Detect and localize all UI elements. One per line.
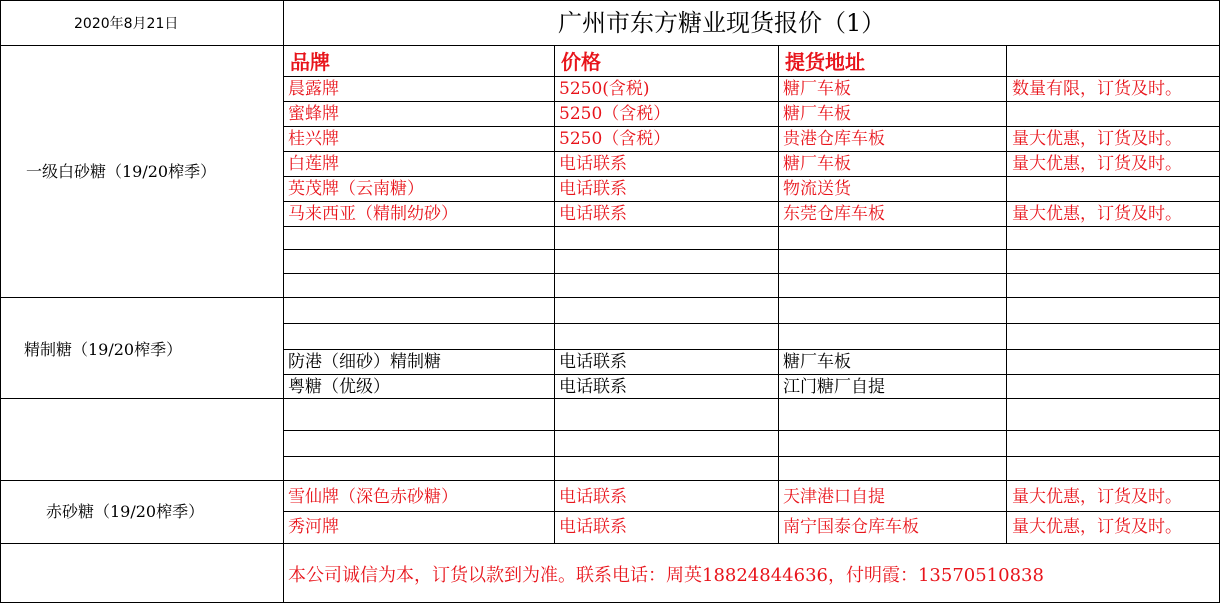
note-cell: 量大优惠，订货及时。: [1012, 129, 1182, 149]
brand-cell: 秀河牌: [288, 517, 339, 537]
brand-cell: 白莲牌: [288, 154, 339, 174]
price-cell: 电话联系: [559, 154, 627, 174]
pickup-cell: 糖厂车板: [783, 79, 851, 99]
grid-line: [284, 349, 1220, 350]
pickup-cell: 江门糖厂自提: [783, 377, 885, 397]
note-cell: 量大优惠，订货及时。: [1012, 487, 1182, 507]
price-cell: 电话联系: [559, 204, 627, 224]
grid-line: [284, 323, 1220, 324]
grid-line: [284, 430, 1220, 431]
grid-line: [284, 176, 1220, 177]
price-cell: 电话联系: [559, 517, 627, 537]
note-cell: 量大优惠，订货及时。: [1012, 204, 1182, 224]
brand-cell: 蜜蜂牌: [288, 104, 339, 124]
grid-line: [0, 0, 1, 603]
grid-line: [0, 543, 1220, 544]
pickup-cell: 天津港口自提: [783, 487, 885, 507]
category-brown-sugar: 赤砂糖（19/20榨季）: [46, 502, 205, 521]
column-header-pickup: 提货地址: [785, 50, 865, 74]
grid-line: [778, 46, 779, 543]
grid-line: [284, 76, 1220, 77]
grid-line: [284, 151, 1220, 152]
grid-line: [284, 273, 1220, 274]
price-cell: 电话联系: [559, 179, 627, 199]
grid-line: [284, 101, 1220, 102]
note-cell: 量大优惠，订货及时。: [1012, 154, 1182, 174]
grid-line: [0, 0, 1220, 1]
report-date: 2020年8月21日: [74, 16, 179, 32]
price-cell: 5250（含税）: [559, 104, 671, 124]
grid-line: [0, 45, 1220, 46]
contact-footer: 本公司诚信为本，订货以款到为准。联系电话：周英18824844636，付明霞：13570510838: [288, 565, 1044, 586]
grid-line: [284, 249, 1220, 250]
pickup-cell: 糖厂车板: [783, 104, 851, 124]
brand-cell: 雪仙牌（深色赤砂糖）: [288, 487, 458, 507]
brand-cell: 防港（细砂）精制糖: [288, 352, 441, 372]
grid-line: [1219, 0, 1220, 603]
grid-line: [554, 46, 555, 543]
price-cell: 电话联系: [559, 487, 627, 507]
note-cell: 量大优惠，订货及时。: [1012, 517, 1182, 537]
brand-cell: 粤糖（优级）: [288, 377, 390, 397]
column-header-price: 价格: [561, 50, 601, 74]
grid-line: [283, 0, 284, 603]
category-white-sugar: 一级白砂糖（19/20榨季）: [26, 162, 217, 181]
grid-line: [284, 511, 1220, 512]
pickup-cell: 南宁国泰仓库车板: [783, 517, 919, 537]
brand-cell: 马来西亚（精制幼砂）: [288, 204, 458, 224]
price-cell: 5250(含税): [559, 79, 650, 99]
grid-line: [0, 480, 1220, 481]
pickup-cell: 东莞仓库车板: [783, 204, 885, 224]
price-cell: 5250（含税）: [559, 129, 671, 149]
grid-line: [284, 456, 1220, 457]
note-cell: 数量有限，订货及时。: [1012, 79, 1182, 99]
price-cell: 电话联系: [559, 377, 627, 397]
page-title: 广州市东方糖业现货报价（1）: [558, 9, 886, 37]
grid-line: [0, 297, 1220, 298]
grid-line: [284, 126, 1220, 127]
brand-cell: 英茂牌（云南糖）: [288, 179, 424, 199]
pickup-cell: 物流送货: [783, 179, 851, 199]
grid-line: [284, 226, 1220, 227]
pickup-cell: 糖厂车板: [783, 154, 851, 174]
brand-cell: 晨露牌: [288, 79, 339, 99]
grid-line: [284, 374, 1220, 375]
column-header-brand: 品牌: [290, 50, 330, 74]
price-cell: 电话联系: [559, 352, 627, 372]
brand-cell: 桂兴牌: [288, 129, 339, 149]
grid-line: [284, 201, 1220, 202]
pickup-cell: 贵港仓库车板: [783, 129, 885, 149]
category-refined-sugar: 精制糖（19/20榨季）: [24, 340, 183, 359]
grid-line: [1006, 46, 1007, 543]
grid-line: [0, 398, 1220, 399]
pickup-cell: 糖厂车板: [783, 352, 851, 372]
